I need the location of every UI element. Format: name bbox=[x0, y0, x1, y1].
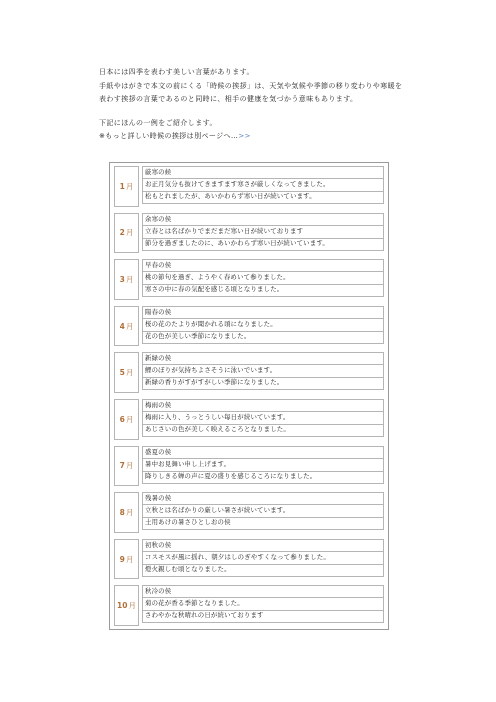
month-label bbox=[114, 259, 139, 300]
month-label bbox=[114, 539, 139, 580]
greeting-line-1: 桜の花のたよりが聞かれる頃になりました。 bbox=[142, 319, 384, 332]
greeting-line-2: 節分を過ぎましたのに、あいかわらず寒い日が続いています。 bbox=[142, 238, 384, 251]
month-unit: 月 bbox=[125, 274, 134, 284]
season-term: 新緑の侯 bbox=[142, 352, 384, 365]
month-row bbox=[110, 303, 388, 350]
season-term: 初秋の侯 bbox=[142, 539, 384, 552]
greeting-cell bbox=[142, 306, 384, 347]
greeting-cell bbox=[142, 585, 384, 626]
greeting-cell bbox=[142, 446, 384, 487]
month-label bbox=[114, 213, 139, 254]
month-row bbox=[110, 256, 388, 303]
month-row bbox=[110, 443, 388, 490]
greeting-cell bbox=[142, 492, 384, 533]
season-term: 盛夏の侯 bbox=[142, 446, 384, 459]
greeting-line-2: 寒さの中に春の気配を感じる頃となりました。 bbox=[142, 284, 384, 297]
greeting-line-2: 降りしきる蝉の声に夏の盛りを感じるころになりました。 bbox=[142, 471, 384, 484]
month-label bbox=[114, 166, 139, 207]
more-info-link[interactable]: >> bbox=[238, 132, 251, 140]
seasonal-greeting-table bbox=[109, 162, 389, 630]
season-term: 厳寒の候 bbox=[142, 166, 384, 179]
month-unit: 月 bbox=[125, 321, 134, 331]
month-number: 8 bbox=[119, 507, 125, 517]
greeting-line-1: 立春とは名ばかりでまだまだ寒い日が続いております bbox=[142, 226, 384, 239]
month-unit: 月 bbox=[125, 181, 134, 191]
month-row bbox=[110, 536, 388, 583]
month-row bbox=[110, 349, 388, 396]
intro-text bbox=[99, 66, 403, 144]
month-unit: 月 bbox=[125, 368, 134, 378]
month-unit: 月 bbox=[125, 507, 134, 517]
month-number: 7 bbox=[119, 461, 125, 471]
greeting-cell bbox=[142, 399, 384, 440]
month-unit: 月 bbox=[125, 554, 134, 564]
greeting-line-1: 菊の花が香る季節となりました。 bbox=[142, 598, 384, 611]
greeting-line-1: 暑中お見舞い申し上げます。 bbox=[142, 459, 384, 472]
season-term: 秋冷の侯 bbox=[142, 585, 384, 598]
more-info-text: ※もっと詳しい時候の挨拶は別ページへ… bbox=[99, 132, 239, 140]
month-number: 5 bbox=[119, 368, 125, 378]
greeting-cell bbox=[142, 213, 384, 254]
month-row bbox=[110, 396, 388, 443]
greeting-cell bbox=[142, 539, 384, 580]
month-unit: 月 bbox=[125, 461, 134, 471]
greeting-line-1: 梅雨に入り、うっとうしい毎日が続いています。 bbox=[142, 412, 384, 425]
greeting-line-1: お正月気分も抜けてきますます寒さが厳しくなってきました。 bbox=[142, 179, 384, 192]
month-row bbox=[110, 210, 388, 257]
season-term: 余寒の侯 bbox=[142, 213, 384, 226]
greeting-line-1: 桃の節句を過ぎ、ようやく春めいて参りました。 bbox=[142, 272, 384, 285]
season-term: 残暑の侯 bbox=[142, 492, 384, 505]
intro-line-4 bbox=[99, 130, 403, 144]
greeting-line-2: 土用あけの暑さひとしおの侯 bbox=[142, 517, 384, 530]
greeting-cell bbox=[142, 352, 384, 393]
season-term: 陽春の侯 bbox=[142, 306, 384, 319]
greeting-line-2: 新緑の香りがすがすがしい季節になりました。 bbox=[142, 377, 384, 390]
greeting-line-1: コスモスが風に揺れ、朝夕はしのぎやすくなって参りました。 bbox=[142, 552, 384, 565]
month-row bbox=[110, 163, 388, 210]
month-label bbox=[114, 492, 139, 533]
month-number: 4 bbox=[119, 321, 125, 331]
greeting-line-1: 鯉のぼりが気持ちよさそうに泳いでいます。 bbox=[142, 365, 384, 378]
month-label bbox=[114, 585, 139, 626]
greeting-line-2: 燈火親しむ頃となりました。 bbox=[142, 564, 384, 577]
month-unit: 月 bbox=[128, 601, 136, 611]
intro-line-3: 下記にほんの一例をご紹介します。 bbox=[99, 118, 217, 127]
month-label bbox=[114, 446, 139, 487]
month-number: 1 bbox=[119, 181, 125, 191]
greeting-cell bbox=[142, 259, 384, 300]
season-term: 梅雨の侯 bbox=[142, 399, 384, 412]
greeting-cell bbox=[142, 166, 384, 207]
month-unit: 月 bbox=[125, 414, 134, 424]
month-label bbox=[114, 352, 139, 393]
month-label bbox=[114, 306, 139, 347]
month-number: 10 bbox=[117, 601, 128, 611]
greeting-line-2: さわやかな秋晴れの日が続いております bbox=[142, 610, 384, 623]
month-number: 9 bbox=[119, 554, 125, 564]
greeting-line-2: 花の色が美しい季節になりました。 bbox=[142, 331, 384, 344]
greeting-line-2: 松もとれましたが、あいかわらず寒い日が続いています。 bbox=[142, 191, 384, 204]
month-number: 2 bbox=[119, 228, 125, 238]
greeting-line-1: 立秋とは名ばかりの厳しい暑さが続いています。 bbox=[142, 505, 384, 518]
month-unit: 月 bbox=[125, 228, 134, 238]
month-row bbox=[110, 582, 388, 629]
intro-line-2: 手紙やはがきで本文の前にくる「時候の挨拶」は、天気や気候や季節の移り変わりや寒暖を表わす挨拶の言葉であるのと同時に、相手の健康を気づかう意味もあります。 bbox=[99, 81, 403, 103]
month-row bbox=[110, 489, 388, 536]
season-term: 早春の侯 bbox=[142, 259, 384, 272]
intro-line-1: 日本には四季を表わす美しい言葉があります。 bbox=[99, 68, 254, 76]
month-number: 6 bbox=[119, 414, 125, 424]
month-number: 3 bbox=[119, 274, 125, 284]
greeting-line-2: あじさいの色が美しく映えるころとなりました。 bbox=[142, 424, 384, 437]
month-label bbox=[114, 399, 139, 440]
